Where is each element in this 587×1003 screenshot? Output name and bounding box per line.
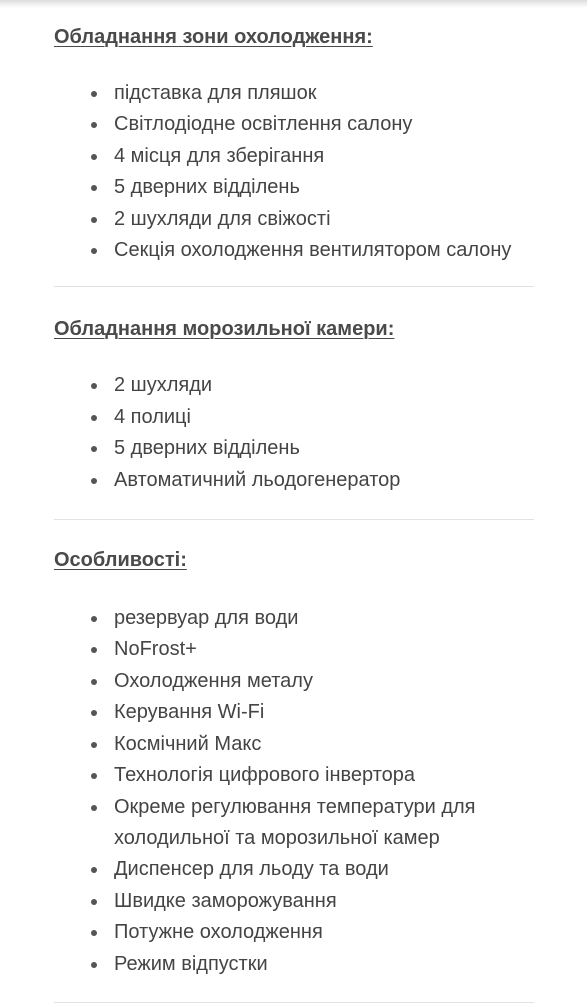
list-item: Керування Wi-Fi — [114, 697, 534, 728]
section-title-freezer-equipment: Обладнання морозильної камери: — [54, 318, 395, 341]
list-item: Охолодження металу — [114, 666, 534, 697]
list-item: Світлодіодне освітлення салону — [114, 109, 534, 140]
list-item: підставка для пляшок — [114, 78, 534, 109]
list-item: 4 полиці — [114, 402, 534, 433]
section-divider — [54, 286, 534, 287]
cooling-equipment-list — [54, 78, 534, 266]
top-shadow — [0, 0, 587, 8]
list-item: Технологія цифрового інвертора — [114, 760, 534, 791]
list-item: Космічний Макс — [114, 729, 534, 760]
section-title-cooling-equipment: Обладнання зони охолодження: — [54, 26, 373, 48]
list-item: Диспенсер для льоду та води — [114, 854, 534, 885]
list-item: Автоматичний льодогенератор — [114, 465, 534, 496]
list-item: резервуар для води — [114, 603, 534, 634]
list-item: Секція охолодження вентилятором салону — [114, 235, 534, 266]
spec-content — [54, 23, 534, 1003]
list-item: 2 шухляди — [114, 370, 534, 401]
freezer-equipment-list — [54, 370, 534, 496]
list-item: 5 дверних відділень — [114, 433, 534, 464]
list-item: Режим відпустки — [114, 949, 534, 980]
section-divider — [54, 519, 534, 520]
list-item: NoFrost+ — [114, 634, 534, 665]
list-item: 2 шухляди для свіжості — [114, 204, 534, 235]
list-item: Окреме регулювання температури для холодильної та морозильної камер — [114, 792, 534, 855]
features-list — [54, 603, 534, 980]
section-title-features: Особливості: — [54, 549, 187, 572]
list-item: 4 місця для зберігання — [114, 141, 534, 172]
list-item: Швидке заморожування — [114, 886, 534, 917]
list-item: Потужне охолодження — [114, 917, 534, 948]
list-item: 5 дверних відділень — [114, 172, 534, 203]
